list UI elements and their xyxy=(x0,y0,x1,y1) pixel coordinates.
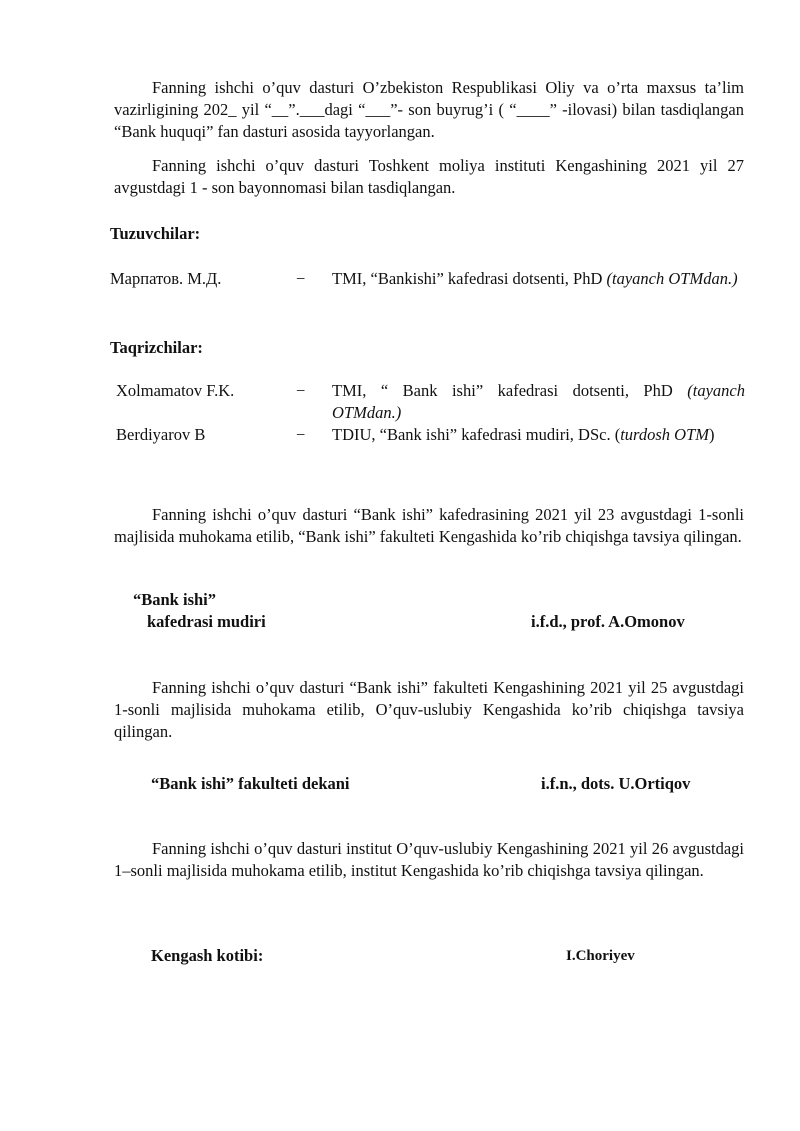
author-note: (tayanch OTMdan.) xyxy=(606,269,738,288)
taqrizchilar-heading: Taqrizchilar: xyxy=(110,338,203,357)
kengash-signer: I.Choriyev xyxy=(566,948,635,964)
reviewer-name: Berdiyarov B xyxy=(116,425,206,444)
intro-paragraph-1: Fanning ishchi o’quv dasturi O’zbekiston Respublikasi Oliy va o’rta maxsus ta’lim vazirligining 202_ yil “__”.___dagi “___”- son buyrug’i ( “____” -ilovasi) bilan tasdiqlangan “Bank huquqi” fan dasturi asosida tayyorlangan. xyxy=(114,78,744,141)
reviewer-name: Xolmamatov F.K. xyxy=(116,381,235,400)
reviewer-note: (tayanch OTMdan.) xyxy=(332,381,745,422)
kafedra-title-line-2: kafedrasi mudiri xyxy=(147,612,266,631)
reviewer-note: turdosh OTM xyxy=(620,425,709,444)
institut-paragraph: Fanning ishchi o’quv dasturi institut O’quv-uslubiy Kengashining 2021 yil 26 avgustdagi 1–sonli majlisida muhokama etilib, institut Kengashida ko’rib chiqishga tavsiya qilingan. xyxy=(114,839,744,880)
kafedra-signer: i.f.d., prof. A.Omonov xyxy=(531,612,685,631)
kafedra-title-line-1: “Bank ishi” xyxy=(133,590,216,609)
kengash-title: Kengash kotibi: xyxy=(151,946,264,965)
fakultet-paragraph: Fanning ishchi o’quv dasturi “Bank ishi” fakulteti Kengashining 2021 yil 25 avgustdagi 1-sonli majlisida muhokama etilib, O’quv-uslubiy Kengashida ko’rib chiqishga tavsiya qilingan. xyxy=(114,678,744,741)
reviewer-dash: − xyxy=(296,381,306,400)
intro-paragraph-2: Fanning ishchi o’quv dasturi Toshkent moliya instituti Kengashining 2021 yil 27 avgustdagi 1 - son bayonnomasi bilan tasdiqlangan. xyxy=(114,156,744,197)
fakultet-title: “Bank ishi” fakulteti dekani xyxy=(151,774,350,793)
tuzuvchilar-heading: Tuzuvchilar: xyxy=(110,224,201,243)
reviewer-dash: − xyxy=(296,425,306,444)
kafedra-paragraph: Fanning ishchi o’quv dasturi “Bank ishi” kafedrasining 2021 yil 23 avgustdagi 1-sonli majlisida muhokama etilib, “Bank ishi” fakulteti Kengashida ko’rib chiqishga tavsiya qilingan. xyxy=(114,505,744,546)
author-description: TMI, “Bankishi” kafedrasi dotsenti, PhD (tayanch OTMdan.) xyxy=(332,269,738,288)
reviewer-description: TMI, “ Bank ishi” kafedrasi dotsenti, PhD (tayanch OTMdan.) xyxy=(332,381,745,422)
author-dash: − xyxy=(296,269,306,288)
fakultet-signer: i.f.n., dots. U.Ortiqov xyxy=(541,774,691,793)
author-name: Марпатов. М.Д. xyxy=(110,269,222,288)
reviewer-description: TDIU, “Bank ishi” kafedrasi mudiri, DSc. (turdosh OTM) xyxy=(332,425,715,444)
